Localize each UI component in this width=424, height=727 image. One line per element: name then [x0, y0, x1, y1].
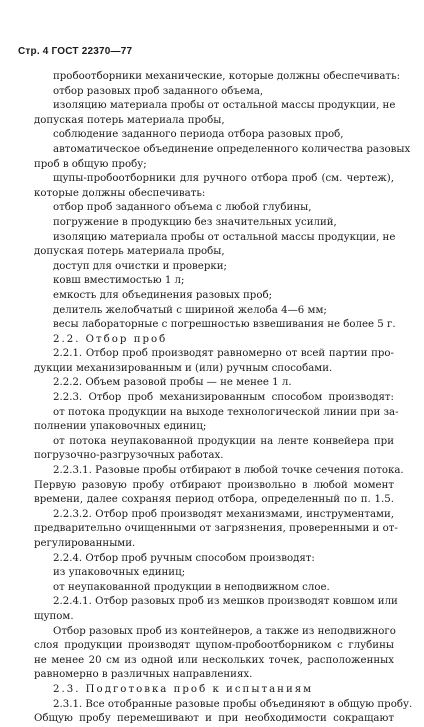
- text-line: регулированными.: [34, 538, 136, 549]
- text-line: предварительно очищенными от загрязнения, проверенными и от-: [34, 523, 398, 535]
- text-line: от потока продукции на выходе технологической линии при за-: [53, 406, 399, 418]
- text-line: отбор проб заданного объема с любой глубины,: [53, 202, 312, 214]
- text-line: Общую пробу перемешивают и при необходимости сокращают: [34, 713, 394, 725]
- text-line: щупы-пробоотборники для ручного отбора проб (см. чертеж),: [53, 173, 394, 185]
- text-line: от неупакованной продукции в неподвижном слое.: [53, 581, 330, 593]
- text-line: полнении упаковочных единиц;: [34, 421, 207, 433]
- text-line: слоя продукции производят щупом-пробоотборником с глубины: [34, 640, 394, 652]
- text-line: 2.2.4. Отбор проб ручным способом производят:: [53, 552, 315, 564]
- text-line: автоматическое объединение определенного количества разовых: [53, 143, 411, 155]
- text-line: 2.2.3.2. Отбор проб производят механизмами, инструментами,: [53, 508, 394, 520]
- text-line: погружение в продукцию без значительных усилий,: [53, 216, 337, 228]
- text-line: от потока неупакованной продукции на ленте конвейера при: [53, 435, 394, 447]
- text-line: щупом.: [34, 610, 74, 622]
- text-line: дукции механизированным и (или) ручным способами.: [34, 362, 333, 374]
- text-line: погрузочно-разгрузочных работах.: [34, 450, 224, 462]
- text-line: весы лабораторные с погрешностью взвешивания не более 5 г.: [53, 319, 396, 331]
- document-body: [34, 70, 413, 727]
- text-line: 2.2.3.1. Разовые пробы отбирают в любой точке сечения потока.: [53, 465, 404, 477]
- text-line: 2.3. Подготовка проб к испытаниям: [53, 683, 314, 695]
- text-line: допуская потерь материала пробы,: [34, 246, 225, 258]
- text-line: соблюдение заданного периода отбора разовых проб,: [53, 129, 344, 141]
- text-line: 2.2. Отбор проб: [53, 333, 168, 345]
- text-line: Первую разовую пробу отбирают произвольно в любой момент: [34, 479, 394, 491]
- text-line: 2.3.1. Все отобранные разовые пробы объединяют в общую пробу.: [53, 698, 413, 710]
- text-line: пробоотборники механические, которые должны обеспечивать:: [53, 71, 401, 82]
- text-line: отбор разовых проб заданного объема,: [53, 85, 264, 97]
- text-line: Отбор разовых проб из контейнеров, а также из неподвижного: [53, 625, 396, 637]
- text-line: делитель желобчатый с шириной желоба 4—6 мм;: [53, 304, 327, 316]
- text-line: 2.2.4.1. Отбор разовых проб из мешков производят ковшом или: [53, 596, 398, 608]
- page-header: Стр. 4 ГОСТ 22370—77: [18, 46, 133, 57]
- text-line: 2.2.2. Объем разовой пробы — не менее 1 л.: [53, 377, 292, 389]
- text-line: проб в общую пробу;: [34, 158, 147, 170]
- text-line: не менее 20 см из одной или нескольких точек, расположенных: [34, 654, 394, 666]
- text-line: равномерно в различных направлениях.: [34, 669, 253, 681]
- text-line: которые должны обеспечивать:: [34, 187, 206, 199]
- text-line: 2.2.1. Отбор проб производят равномерно от всей партии про-: [53, 348, 394, 360]
- text-line: емкость для объединения разовых проб;: [53, 289, 273, 301]
- text-line: ковш вместимостью 1 л;: [53, 275, 185, 287]
- text-line: 2.2.3. Отбор проб механизированным способом производят:: [53, 392, 394, 404]
- text-line: из упаковочных единиц;: [53, 567, 186, 579]
- text-line: допуская потерь материала пробы,: [34, 114, 225, 126]
- text-line: изоляцию материала пробы от остальной массы продукции, не: [53, 231, 396, 243]
- text-line: времени, далее сохраняя период отбора, определенный по п. 1.5.: [34, 494, 394, 506]
- text-line: изоляцию материала пробы от остальной массы продукции, не: [53, 100, 396, 112]
- text-line: доступ для очистки и проверки;: [53, 260, 227, 272]
